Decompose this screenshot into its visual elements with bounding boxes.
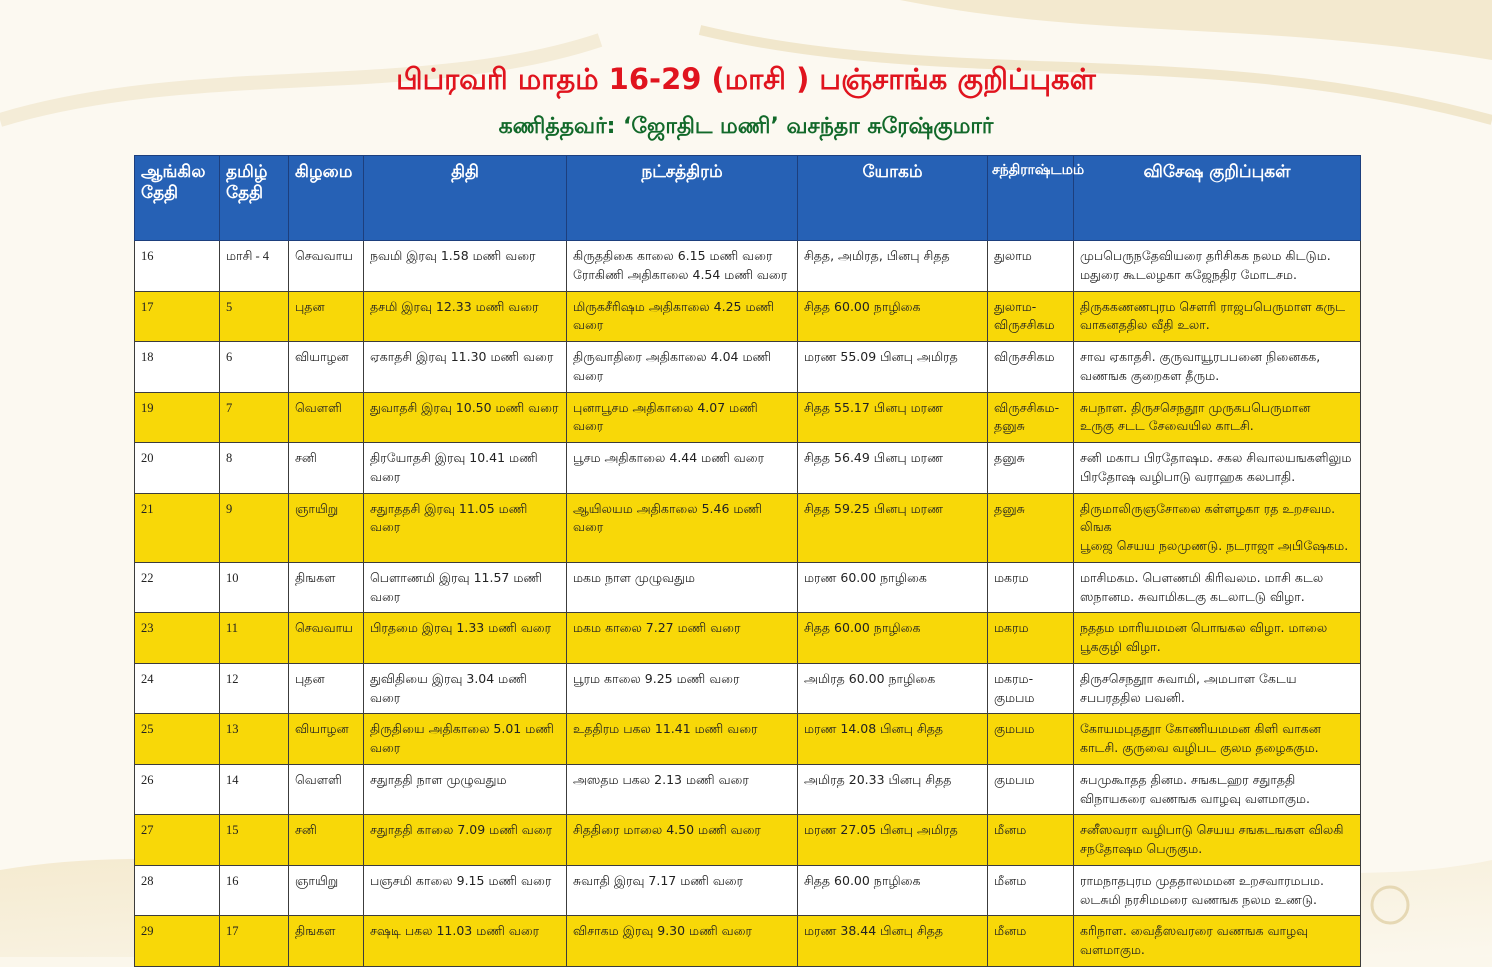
table-row (135, 815, 1361, 866)
cell-tamil-date: 11 (220, 613, 289, 664)
cell-special-notes: கோயமபுததூா கோணியமமன கிளி வாகன காடசி. குருவை வழிபட குலம தழைககும. (1074, 714, 1361, 765)
cell-special-notes: சனி மகாப பிரதோஷம. சகல சிவாலயஙகளிலும பிரதோஷ வழிபாடு வராஹக கலபாதி. (1074, 443, 1361, 494)
cell-chandrashtamam: மீனம (988, 916, 1074, 967)
page-title: பிப்ரவரி மாதம் 16-29 (மாசி ) பஞ்சாங்க குறிப்புகள் (396, 62, 1096, 96)
table-row (135, 493, 1361, 562)
cell-special-notes: திருசசெநதூா சுவாமி, அமபாள கேடய சபபரததில பவனி. (1074, 663, 1361, 714)
cell-chandrashtamam: மகரம (988, 562, 1074, 613)
column-header-yogam: யோகம் (798, 156, 988, 241)
cell-weekday: ஞாயிறு (289, 865, 364, 916)
cell-tamil-date: 12 (220, 663, 289, 714)
cell-weekday: செவவாய (289, 613, 364, 664)
cell-english-date: 20 (135, 443, 220, 494)
cell-special-notes: சுபநாள. திருசசெநதூா முருகபபெருமான உருகு சடட சேவையில காடசி. (1074, 392, 1361, 443)
cell-nakshatram: சிததிரை மாலை 4.50 மணி வரை (567, 815, 798, 866)
cell-english-date: 29 (135, 916, 220, 967)
cell-thithi: சஷடி பகல 11.03 மணி வரை (364, 916, 567, 967)
cell-nakshatram: ஆயிலயம அதிகாலை 5.46 மணி வரை (567, 493, 798, 562)
cell-yogam: அமிரத 60.00 நாழிகை (798, 663, 988, 714)
cell-weekday: ஞாயிறு (289, 493, 364, 562)
cell-thithi: துவாதசி இரவு 10.50 மணி வரை (364, 392, 567, 443)
page-subtitle: கணித்தவர்: ‘ஜோதிட மணி’ வசந்தா சுரேஷ்குமார் (498, 114, 994, 139)
cell-nakshatram: பூரம காலை 9.25 மணி வரை (567, 663, 798, 714)
cell-english-date: 16 (135, 241, 220, 292)
cell-english-date: 25 (135, 714, 220, 765)
cell-chandrashtamam: தனுசு (988, 443, 1074, 494)
cell-thithi: பௌாணமி இரவு 11.57 மணி வரை (364, 562, 567, 613)
cell-weekday: சனி (289, 815, 364, 866)
cell-chandrashtamam: குமபம (988, 714, 1074, 765)
cell-yogam: மரண 14.08 பினபு சிதத (798, 714, 988, 765)
cell-weekday: வியாழன (289, 714, 364, 765)
table-row (135, 916, 1361, 967)
cell-special-notes: திருககணணபுரம சௌரி ராஜபபெருமாள கருட வாகனததில வீதி உலா. (1074, 291, 1361, 342)
cell-special-notes: திருமாலிருஞசோலை கள்ளழகா ரத உறசவம. லிஙக பூஜை செயய நலமுணடு. நடராஜா அபிஷேகம. (1074, 493, 1361, 562)
cell-tamil-date: 7 (220, 392, 289, 443)
column-header-special-notes: விசேஷ குறிப்புகள் (1074, 156, 1361, 241)
table-row (135, 342, 1361, 393)
column-header-nakshatram: நட்சத்திரம் (567, 156, 798, 241)
cell-yogam: சிதத 55.17 பினபு மரண (798, 392, 988, 443)
cell-thithi: ஏகாதசி இரவு 11.30 மணி வரை (364, 342, 567, 393)
cell-chandrashtamam: துலாம-விருசசிகம (988, 291, 1074, 342)
cell-thithi: தசமி இரவு 12.33 மணி வரை (364, 291, 567, 342)
cell-yogam: மரண 27.05 பினபு அமிரத (798, 815, 988, 866)
cell-english-date: 23 (135, 613, 220, 664)
column-header-tamil-date: தமிழ் தேதி (220, 156, 289, 241)
cell-tamil-date: 16 (220, 865, 289, 916)
cell-weekday: திஙகள (289, 562, 364, 613)
column-header-chandrashtamam: சந்திராஷ்டமம் (988, 156, 1074, 241)
cell-english-date: 26 (135, 764, 220, 815)
cell-tamil-date: 14 (220, 764, 289, 815)
cell-tamil-date: 6 (220, 342, 289, 393)
column-header-weekday: கிழமை (289, 156, 364, 241)
cell-chandrashtamam: விருசசிகம (988, 342, 1074, 393)
cell-english-date: 17 (135, 291, 220, 342)
cell-special-notes: மாசிமகம. பௌணமி கிரிவலம. மாசி கடல ஸநானம. சுவாமிகடகு கடலாடடு விழா. (1074, 562, 1361, 613)
cell-chandrashtamam: துலாம (988, 241, 1074, 292)
cell-nakshatram: மகம நாள முழுவதும (567, 562, 798, 613)
cell-special-notes: சனீஸவரா வழிபாடு செயய சஙகடஙகள விலகி சநதோஷம பெருகும. (1074, 815, 1361, 866)
cell-thithi: சதுாததி நாள முழுவதும (364, 764, 567, 815)
cell-tamil-date: 5 (220, 291, 289, 342)
cell-nakshatram: பூசம அதிகாலை 4.44 மணி வரை (567, 443, 798, 494)
cell-tamil-date: 10 (220, 562, 289, 613)
cell-english-date: 28 (135, 865, 220, 916)
cell-nakshatram: விசாகம இரவு 9.30 மணி வரை (567, 916, 798, 967)
cell-english-date: 27 (135, 815, 220, 866)
cell-yogam: சிதத 59.25 பினபு மரண (798, 493, 988, 562)
cell-weekday: சனி (289, 443, 364, 494)
cell-special-notes: சுபமுகூாதத தினம. சஙகடஹர சதுாததி விநாயகரை வணஙக வாழவு வளமாகும. (1074, 764, 1361, 815)
table-header-row (135, 156, 1361, 241)
cell-nakshatram: புனாபூசம அதிகாலை 4.07 மணி வரை (567, 392, 798, 443)
cell-english-date: 24 (135, 663, 220, 714)
cell-yogam: மரண 38.44 பினபு சிதத (798, 916, 988, 967)
cell-special-notes: முபபெருநதேவியரை தரிசிகக நலம கிடடும. மதுரை கூடலழகா கஜேநதிர மோடசம. (1074, 241, 1361, 292)
cell-nakshatram: உததிரம பகல 11.41 மணி வரை (567, 714, 798, 765)
cell-thithi: பஞசமி காலை 9.15 மணி வரை (364, 865, 567, 916)
table-row (135, 562, 1361, 613)
cell-english-date: 18 (135, 342, 220, 393)
table-row (135, 865, 1361, 916)
cell-nakshatram: மகம காலை 7.27 மணி வரை (567, 613, 798, 664)
cell-tamil-date: 17 (220, 916, 289, 967)
column-header-thithi: திதி (364, 156, 567, 241)
panchang-table (134, 155, 1361, 967)
cell-nakshatram: மிருகசீரிஷம அதிகாலை 4.25 மணி வரை (567, 291, 798, 342)
table-row (135, 241, 1361, 292)
cell-chandrashtamam: குமபம (988, 764, 1074, 815)
cell-english-date: 19 (135, 392, 220, 443)
cell-thithi: திரயோதசி இரவு 10.41 மணி வரை (364, 443, 567, 494)
column-header-english-date: ஆங்கில தேதி (135, 156, 220, 241)
cell-chandrashtamam: மகரம-குமபம (988, 663, 1074, 714)
cell-special-notes: கரிநாள. வைதீஸவரரை வணஙக வாழவு வளமாகும. (1074, 916, 1361, 967)
table-row (135, 443, 1361, 494)
cell-yogam: சிதத 60.00 நாழிகை (798, 865, 988, 916)
table-row (135, 392, 1361, 443)
table-row (135, 613, 1361, 664)
cell-chandrashtamam: மீனம (988, 815, 1074, 866)
cell-yogam: சிதத 60.00 நாழிகை (798, 291, 988, 342)
cell-weekday: செவவாய (289, 241, 364, 292)
cell-weekday: புதன (289, 663, 364, 714)
cell-chandrashtamam: விருசசிகம-தனுசு (988, 392, 1074, 443)
cell-tamil-date: 13 (220, 714, 289, 765)
table-row (135, 714, 1361, 765)
cell-english-date: 22 (135, 562, 220, 613)
cell-chandrashtamam: மீனம (988, 865, 1074, 916)
cell-yogam: அமிரத 20.33 பினபு சிதத (798, 764, 988, 815)
cell-special-notes: நததம மாரியமமன பொஙகல விழா. மாலை பூககுழி விழா. (1074, 613, 1361, 664)
cell-tamil-date: மாசி - 4 (220, 241, 289, 292)
cell-tamil-date: 15 (220, 815, 289, 866)
cell-english-date: 21 (135, 493, 220, 562)
cell-chandrashtamam: மகரம (988, 613, 1074, 664)
cell-weekday: வெளளி (289, 392, 364, 443)
cell-weekday: திஙகள (289, 916, 364, 967)
cell-yogam: சிதத, அமிரத, பினபு சிதத (798, 241, 988, 292)
cell-weekday: வெளளி (289, 764, 364, 815)
cell-weekday: வியாழன (289, 342, 364, 393)
cell-tamil-date: 8 (220, 443, 289, 494)
cell-weekday: புதன (289, 291, 364, 342)
cell-nakshatram: சுவாதி இரவு 7.17 மணி வரை (567, 865, 798, 916)
cell-chandrashtamam: தனுசு (988, 493, 1074, 562)
cell-thithi: சதுாததி காலை 7.09 மணி வரை (364, 815, 567, 866)
cell-nakshatram: கிருததிகை காலை 6.15 மணி வரை ரோகிணி அதிகாலை 4.54 மணி வரை (567, 241, 798, 292)
cell-thithi: பிரதமை இரவு 1.33 மணி வரை (364, 613, 567, 664)
cell-thithi: திருதியை அதிகாலை 5.01 மணி வரை (364, 714, 567, 765)
cell-yogam: சிதத 56.49 பினபு மரண (798, 443, 988, 494)
cell-thithi: நவமி இரவு 1.58 மணி வரை (364, 241, 567, 292)
table-row (135, 663, 1361, 714)
cell-thithi: துவிதியை இரவு 3.04 மணி வரை (364, 663, 567, 714)
cell-nakshatram: அஸதம பகல 2.13 மணி வரை (567, 764, 798, 815)
cell-thithi: சதுாததசி இரவு 11.05 மணி வரை (364, 493, 567, 562)
table-row (135, 291, 1361, 342)
cell-special-notes: சாவ ஏகாதசி. குருவாயூரபபனை நினைகக, வணஙக குறைகள தீரும. (1074, 342, 1361, 393)
cell-nakshatram: திருவாதிரை அதிகாலை 4.04 மணி வரை (567, 342, 798, 393)
cell-yogam: சிதத 60.00 நாழிகை (798, 613, 988, 664)
table-row (135, 764, 1361, 815)
cell-yogam: மரண 60.00 நாழிகை (798, 562, 988, 613)
cell-special-notes: ராமநாதபுரம முததாலமமன உறசவாரமபம. லடசுமி நரசிமமரை வணஙக நலம உணடு. (1074, 865, 1361, 916)
cell-yogam: மரண 55.09 பினபு அமிரத (798, 342, 988, 393)
cell-tamil-date: 9 (220, 493, 289, 562)
